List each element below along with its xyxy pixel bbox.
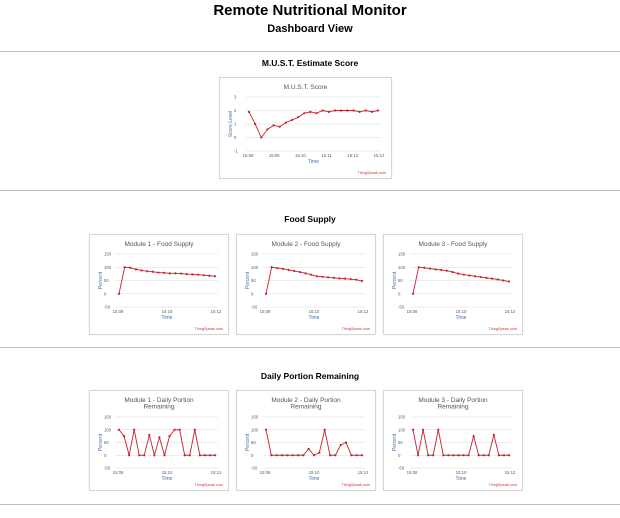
data-point (303, 112, 305, 114)
data-point (204, 454, 206, 456)
y-tick-label: 100 (104, 427, 112, 433)
y-tick-label: -50 (398, 465, 405, 471)
y-axis-title: Percent (98, 433, 104, 452)
chart-svg (90, 391, 228, 490)
data-point (276, 454, 278, 456)
x-axis-title: Time (308, 159, 319, 165)
y-tick-label: -1 (234, 148, 238, 154)
data-point (138, 454, 140, 456)
data-point (446, 270, 448, 272)
data-point (350, 454, 352, 456)
data-point (279, 126, 281, 128)
divider (0, 347, 620, 348)
chart-title: Module 2 - Daily Portion (271, 397, 341, 404)
data-point (467, 454, 469, 456)
data-point (124, 266, 126, 268)
module-2-daily-portion-chart[interactable] (236, 390, 376, 491)
data-point (276, 267, 278, 269)
data-point (418, 266, 420, 268)
data-point (297, 116, 299, 118)
module-2-food-supply-chart[interactable] (236, 234, 376, 335)
x-axis-title: Time (161, 476, 173, 482)
chart-title: Module 1 - Daily Portion (124, 397, 194, 404)
data-point (270, 454, 272, 456)
data-point (179, 429, 181, 431)
data-point (315, 112, 317, 114)
data-point (355, 279, 357, 281)
y-tick-label: 50 (104, 278, 109, 283)
data-point (463, 274, 465, 276)
data-point (168, 435, 170, 437)
x-tick-label: 15:08 (406, 470, 418, 475)
credit-label: ThingSpeak.com (488, 327, 517, 331)
x-tick-label: 15:10 (161, 470, 173, 475)
data-point (422, 429, 424, 431)
x-axis-title: Time (308, 476, 320, 482)
data-point (285, 122, 287, 124)
data-point (412, 429, 414, 431)
chart-svg (384, 235, 522, 334)
data-point (123, 435, 125, 437)
data-point (452, 454, 454, 456)
x-tick-label: 15:12 (504, 470, 516, 475)
data-point (334, 454, 336, 456)
data-point (152, 271, 154, 273)
data-point (423, 267, 425, 269)
data-point (493, 434, 495, 436)
y-tick-label: 150 (104, 251, 112, 257)
x-axis-title: Time (308, 315, 320, 321)
data-point (328, 111, 330, 113)
x-tick-label: 15:10 (295, 153, 306, 158)
data-point (214, 275, 216, 277)
data-point (346, 109, 348, 111)
data-point (189, 454, 191, 456)
data-point (148, 434, 150, 436)
y-axis-title: Percent (392, 433, 398, 452)
data-point (437, 429, 439, 431)
y-tick-label: 50 (251, 278, 256, 283)
data-point (451, 271, 453, 273)
data-point (143, 454, 145, 456)
chart-title: M.U.S.T. Score (283, 84, 328, 91)
data-point (329, 454, 331, 456)
x-tick-label: 15:09 (268, 153, 280, 158)
data-point (457, 454, 459, 456)
x-tick-label: 15:10 (161, 309, 173, 314)
page-subtitle: Dashboard View (267, 23, 353, 35)
data-point (271, 266, 273, 268)
data-point (308, 448, 310, 450)
data-point (488, 454, 490, 456)
data-point (313, 454, 315, 456)
y-tick-label: 2 (234, 108, 237, 113)
data-point (417, 454, 419, 456)
credit-label: ThingSpeak.com (488, 483, 517, 487)
data-point (173, 429, 175, 431)
y-axis-title: Percent (245, 271, 251, 290)
data-point (324, 429, 326, 431)
y-tick-label: 50 (398, 440, 403, 445)
data-point (427, 454, 429, 456)
data-point (462, 454, 464, 456)
data-point (440, 269, 442, 271)
x-tick-label: 15:10 (308, 309, 320, 314)
x-axis-title: Time (161, 315, 173, 321)
data-point (203, 274, 205, 276)
data-point (286, 454, 288, 456)
x-tick-label: 15:12 (373, 153, 385, 158)
y-tick-label: 100 (398, 427, 406, 433)
chart-title: Module 1 - Food Supply (124, 241, 194, 248)
data-point (498, 454, 500, 456)
data-point (265, 429, 267, 431)
data-point (194, 429, 196, 431)
data-point (478, 454, 480, 456)
data-point (377, 109, 379, 111)
credit-label: ThingSpeak.com (194, 327, 223, 331)
x-tick-label: 15:08 (259, 470, 271, 475)
x-tick-label: 15:12 (504, 309, 516, 314)
page-title: Remote Nutritional Monitor (213, 2, 407, 19)
data-point (254, 123, 256, 125)
data-point (180, 273, 182, 275)
x-tick-label: 15:12 (357, 309, 369, 314)
divider (0, 504, 620, 505)
data-point (163, 454, 165, 456)
data-point (291, 119, 293, 121)
x-tick-label: 15:08 (242, 153, 254, 158)
data-point (356, 454, 358, 456)
data-point (186, 273, 188, 275)
y-tick-label: -50 (251, 304, 258, 310)
data-point (508, 280, 510, 282)
data-point (309, 111, 311, 113)
y-tick-label: 150 (251, 414, 259, 420)
credit-label: ThingSpeak.com (341, 327, 370, 331)
y-tick-label: 150 (398, 414, 406, 420)
data-point (248, 111, 250, 113)
must-score-chart[interactable] (219, 77, 392, 179)
data-point (340, 444, 342, 446)
x-tick-label: 15:08 (112, 309, 124, 314)
data-point (365, 109, 367, 111)
credit-label: ThingSpeak.com (194, 483, 223, 487)
section-title-daily-portion: Daily Portion Remaining (260, 371, 360, 381)
data-point (265, 293, 267, 295)
data-point (304, 272, 306, 274)
x-tick-label: 15:08 (259, 309, 271, 314)
y-tick-label: -50 (104, 465, 111, 471)
data-point (457, 273, 459, 275)
x-tick-label: 15:10 (455, 309, 467, 314)
chart-title: Module 3 - Food Supply (418, 241, 488, 248)
y-tick-label: -50 (104, 304, 111, 310)
data-point (163, 272, 165, 274)
x-tick-label: 15:11 (321, 153, 332, 158)
data-point (480, 276, 482, 278)
chart-svg (237, 391, 375, 490)
data-point (432, 454, 434, 456)
y-tick-label: 100 (251, 264, 259, 270)
y-tick-label: 0 (398, 291, 401, 297)
x-axis-title: Time (455, 315, 467, 321)
chart-svg (220, 78, 391, 178)
data-point (474, 275, 476, 277)
data-point (447, 454, 449, 456)
y-tick-label: 1 (234, 121, 237, 127)
data-point (299, 271, 301, 273)
data-point (352, 109, 354, 111)
chart-svg (90, 235, 228, 334)
data-point (502, 279, 504, 281)
data-point (260, 136, 262, 138)
y-tick-label: 0 (104, 452, 107, 458)
data-point (468, 274, 470, 276)
y-tick-label: 100 (251, 427, 259, 433)
y-tick-label: 100 (398, 264, 406, 270)
x-tick-label: 15:10 (455, 470, 467, 475)
data-point (361, 280, 363, 282)
y-tick-label: 50 (104, 440, 109, 445)
y-tick-label: 0 (251, 452, 254, 458)
data-point (497, 278, 499, 280)
module-3-food-supply-chart[interactable] (383, 234, 523, 335)
data-point (157, 271, 159, 273)
data-point (429, 267, 431, 269)
data-point (318, 452, 320, 454)
y-tick-label: 0 (104, 291, 107, 297)
data-point (297, 454, 299, 456)
y-tick-label: 0 (234, 135, 237, 140)
y-axis-title: Score Level (228, 110, 234, 138)
y-tick-label: 50 (251, 440, 256, 445)
chart-title: Remaining (290, 403, 322, 411)
x-tick-label: 15:08 (406, 309, 418, 314)
data-point (358, 111, 360, 113)
data-point (491, 278, 493, 280)
data-point (214, 454, 216, 456)
data-point (483, 454, 485, 456)
data-point (135, 268, 137, 270)
data-point (209, 454, 211, 456)
y-tick-label: 150 (251, 251, 259, 257)
chart-title: Module 3 - Daily Portion (418, 397, 488, 404)
data-point (128, 454, 130, 456)
data-point (129, 267, 131, 269)
divider (0, 51, 620, 52)
x-tick-label: 15:08 (112, 470, 124, 475)
data-point (287, 269, 289, 271)
data-point (503, 454, 505, 456)
data-point (310, 274, 312, 276)
data-point (281, 454, 283, 456)
credit-label: ThingSpeak.com (357, 171, 386, 175)
data-point (174, 272, 176, 274)
y-tick-label: 0 (398, 452, 401, 458)
data-point (118, 293, 120, 295)
x-tick-label: 15:12 (347, 153, 359, 158)
x-tick-label: 15:10 (308, 470, 320, 475)
data-point (199, 454, 201, 456)
section-title-food-supply: Food Supply (284, 214, 336, 224)
data-point (334, 109, 336, 111)
module-3-daily-portion-chart[interactable] (383, 390, 523, 491)
data-point (473, 435, 475, 437)
data-point (266, 128, 268, 130)
y-tick-label: 100 (104, 264, 112, 270)
chart-svg (237, 235, 375, 334)
y-tick-label: 3 (234, 94, 237, 100)
data-point (292, 454, 294, 456)
data-point (508, 454, 510, 456)
credit-label: ThingSpeak.com (341, 483, 370, 487)
data-point (327, 276, 329, 278)
y-tick-label: 150 (104, 414, 112, 420)
data-point (322, 109, 324, 111)
chart-title: Module 2 - Food Supply (271, 241, 341, 248)
y-tick-label: -50 (251, 465, 258, 471)
module-1-daily-portion-chart[interactable] (89, 390, 229, 491)
y-tick-label: 150 (398, 251, 406, 257)
data-point (208, 275, 210, 277)
data-point (340, 109, 342, 111)
y-tick-label: 50 (398, 278, 403, 283)
x-axis-title: Time (455, 476, 467, 482)
data-point (338, 277, 340, 279)
x-tick-label: 15:12 (210, 309, 222, 314)
data-point (272, 124, 274, 126)
x-tick-label: 15:12 (210, 470, 222, 475)
y-axis-title: Percent (98, 271, 104, 290)
data-point (344, 278, 346, 280)
y-tick-label: -50 (398, 304, 405, 310)
data-point (118, 429, 120, 431)
data-point (153, 454, 155, 456)
data-point (442, 454, 444, 456)
y-axis-title: Percent (245, 433, 251, 452)
data-point (485, 277, 487, 279)
data-point (158, 436, 160, 438)
data-point (350, 278, 352, 280)
data-point (184, 454, 186, 456)
module-1-food-supply-chart[interactable] (89, 234, 229, 335)
data-point (316, 275, 318, 277)
data-point (293, 270, 295, 272)
data-point (197, 274, 199, 276)
data-point (371, 111, 373, 113)
data-point (412, 293, 414, 295)
data-point (361, 454, 363, 456)
data-point (191, 273, 193, 275)
y-axis-title: Percent (392, 271, 398, 290)
data-point (169, 272, 171, 274)
data-point (133, 429, 135, 431)
data-point (333, 277, 335, 279)
chart-title: Remaining (143, 403, 175, 411)
chart-title: Remaining (437, 403, 469, 411)
chart-svg (384, 391, 522, 490)
data-point (146, 270, 148, 272)
x-tick-label: 15:12 (357, 470, 369, 475)
section-title-must: M.U.S.T. Estimate Score (261, 58, 359, 68)
data-point (140, 269, 142, 271)
divider (0, 190, 620, 191)
data-point (345, 441, 347, 443)
y-tick-label: 0 (251, 291, 254, 297)
data-point (321, 276, 323, 278)
data-point (302, 454, 304, 456)
data-point (434, 268, 436, 270)
data-point (282, 268, 284, 270)
